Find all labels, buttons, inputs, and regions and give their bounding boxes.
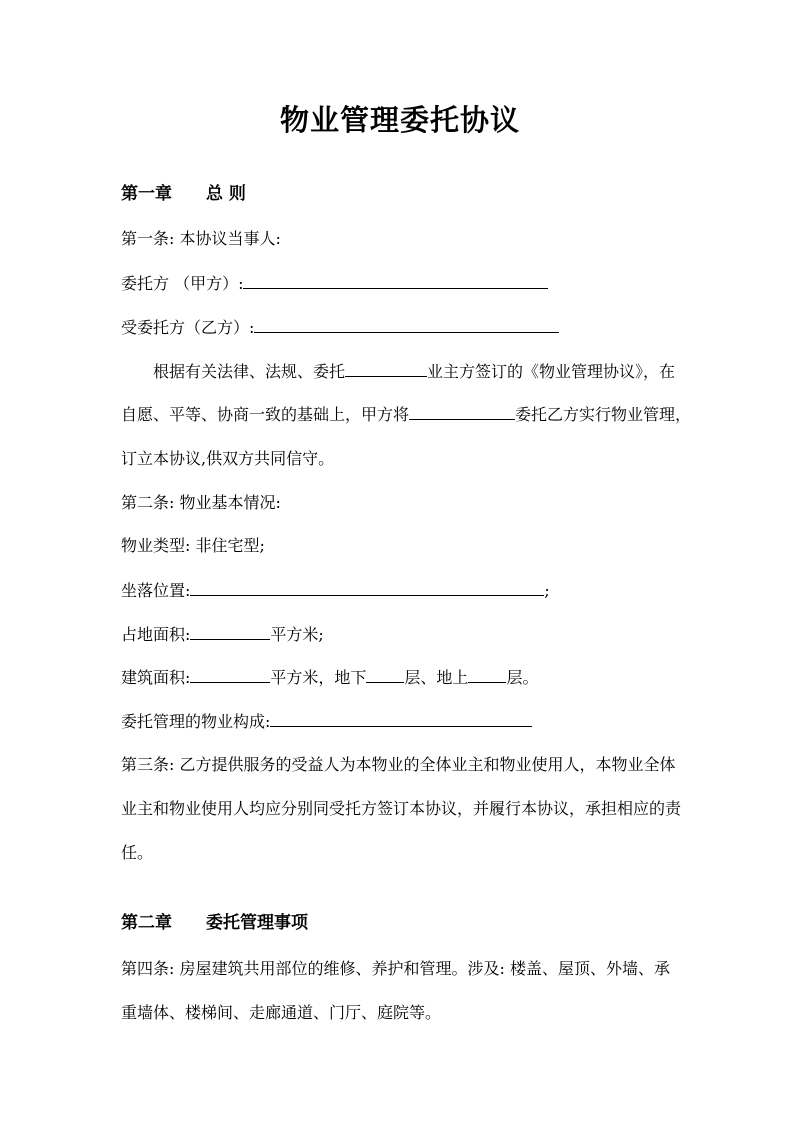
party-b-label: 受委托方（乙方）: xyxy=(121,318,255,337)
party-a-blank[interactable] xyxy=(243,272,548,289)
floors-above-blank[interactable] xyxy=(468,666,506,683)
composition-label: 委托管理的物业构成: xyxy=(121,712,271,731)
chapter-2-heading xyxy=(121,912,308,934)
chapter-1-heading xyxy=(121,183,246,205)
location-end: ; xyxy=(544,581,550,600)
para-text: 委托乙方实行物业管理， xyxy=(515,405,692,424)
para-text: 自愿、平等、协商一致的基础上，甲方将 xyxy=(121,405,410,424)
composition-line xyxy=(121,710,532,733)
article-4-line-1: 第四条: 房屋建筑共用部位的维修、养护和管理。涉及: 楼盖、屋顶、外墙、承 xyxy=(121,959,670,978)
article-1-para-line-1 xyxy=(153,360,675,383)
land-area-line xyxy=(121,623,324,646)
floors-end: 层。 xyxy=(506,668,539,687)
chapter-1-name: 总 则 xyxy=(206,184,246,204)
building-area-unit: 平方米，地下 xyxy=(270,668,367,687)
article-4-line-2: 重墙体、楼梯间、走廊通道、门厅、庭院等。 xyxy=(121,1003,442,1022)
property-blank[interactable] xyxy=(409,403,515,420)
party-b-blank[interactable] xyxy=(254,316,559,333)
document-title: 物业管理委托协议 xyxy=(279,103,520,137)
location-line xyxy=(121,579,550,602)
party-b-line xyxy=(121,316,559,339)
land-area-unit: 平方米; xyxy=(270,625,324,644)
article-2-heading: 第二条: 物业基本情况: xyxy=(121,493,281,512)
article-1-para-line-3: 订立本协议,供双方共同信守。 xyxy=(121,449,335,468)
building-area-blank[interactable] xyxy=(190,666,270,683)
party-a-label: 委托方 （甲方）: xyxy=(121,274,244,293)
article-1-heading: 第一条: 本协议当事人: xyxy=(121,229,281,248)
chapter-2-name: 委托管理事项 xyxy=(206,913,308,933)
building-area-line xyxy=(121,666,538,689)
para-text: 根据有关法律、法规、委托 xyxy=(153,362,346,381)
floors-below-blank[interactable] xyxy=(366,666,404,683)
location-label: 坐落位置: xyxy=(121,581,191,600)
building-area-label: 建筑面积: xyxy=(121,668,191,687)
composition-blank[interactable] xyxy=(270,710,532,727)
chapter-2-label: 第二章 xyxy=(121,913,172,933)
land-area-label: 占地面积: xyxy=(121,625,191,644)
floors-label: 层、地上 xyxy=(404,668,469,687)
party-a-line xyxy=(121,272,548,295)
owner-blank[interactable] xyxy=(345,360,427,377)
article-3-line-2: 业主和物业使用人均应分别同受托方签订本协议，并履行本协议，承担相应的责 xyxy=(121,799,682,818)
article-3-line-3: 任。 xyxy=(121,843,154,862)
para-text: 业主方签订的《物业管理协议》，在 xyxy=(427,362,676,381)
land-area-blank[interactable] xyxy=(190,623,270,640)
location-blank[interactable] xyxy=(190,579,544,596)
chapter-1-label: 第一章 xyxy=(121,184,172,204)
article-3-line-1: 第三条: 乙方提供服务的受益人为本物业的全体业主和物业使用人，本物业全体 xyxy=(121,755,676,774)
article-1-para-line-2 xyxy=(121,403,691,426)
property-type-line: 物业类型: 非住宅型; xyxy=(121,536,265,555)
